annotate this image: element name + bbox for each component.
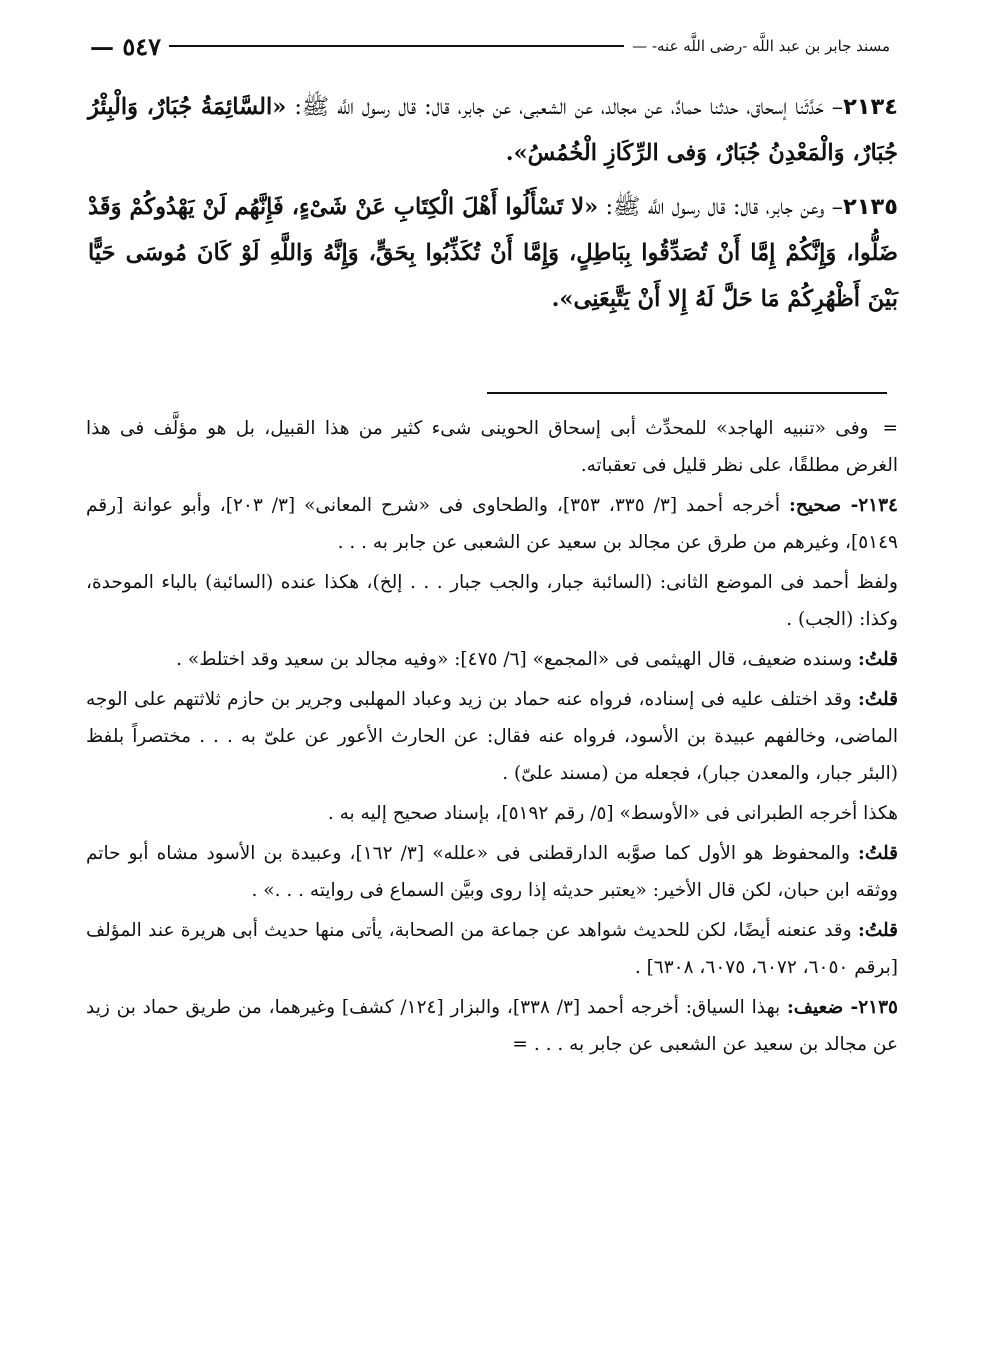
continuation-marker: =	[512, 1034, 528, 1055]
footnote-paragraph	[86, 795, 898, 832]
page-number: — ٥٤٧	[90, 31, 162, 61]
footnote-text: والمحفوظ هو الأول كما صوَّبه الدارقطنى فى «علله» [٣/ ١٦٢]، وعبيدة بن الأسود مشاه أبو حاتم ووثقه ابن حبان، لكن قال الأخير: «يعتبر حديثه إذا روى وبيَّن السماع فى روايته . . .» .	[86, 843, 898, 901]
qultu-label: قلتُ:	[858, 649, 898, 670]
qultu-label: قلتُ:	[858, 920, 898, 941]
footnote-paragraph	[86, 681, 898, 792]
hadith-isnad: – حَدَّثَنا إسحاق، حدثنا حمادٌ، عن مجالد، عن الشعبى، عن جابر، قال: قال رسول اللَّه ﷺ:	[294, 94, 844, 120]
footnote-text: هكذا أخرجه الطبرانى فى «الأوسط» [٥/ رقم ٥١٩٢]، بإسناد صحيح إليه به .	[327, 803, 898, 824]
running-title: مسند جابر بن عبد اللَّه -رضى اللَّه عنه- —	[632, 37, 890, 55]
hadith-matn: «لا تَسْأَلُوا أَهْلَ الْكِتَابِ عَنْ شَىْءٍ، فَإِنَّهُم لَنْ يَهْدُوكُمْ وَقَدْ ضَلُّوا، وَإِنَّكُمْ إِمَّا أَنْ تُصَدِّقُوا بِبَاطِلٍ، وَإِمَّا أَنْ تُكَذِّبُوا بِحَقٍّ، وَإِنَّهُ وَاللَّهِ لَوْ كَانَ مُوسَى حَيًّا بَيْنَ أَظْهُرِكُمْ مَا حَلَّ لَهُ إِلا أَنْ يَتَّبِعَنِى».	[88, 194, 898, 312]
footnote-paragraph	[86, 564, 898, 638]
footnote-text: وسنده ضعيف، قال الهيثمى فى «المجمع» [٦/ ٤٧٥]: «وفيه مجالد بن سعيد وقد اختلط» .	[176, 649, 853, 670]
hadith-text	[88, 84, 898, 330]
hadith-2134	[88, 84, 898, 176]
header-rule	[169, 45, 624, 47]
footnote-text: ولفظ أحمد فى الموضع الثانى: (السائبة جبار، والجب جبار . . . إلخ)، هكذا عنده (السائبة) بالباء الموحدة، وكذا: (الجب) .	[86, 572, 898, 630]
footnote-continuation	[86, 410, 898, 484]
footnote-heading: ٢١٣٤- صحيح:	[789, 495, 898, 516]
hadith-isnad: – وعن جابر، قال: قال رسول اللَّه ﷺ:	[605, 194, 844, 220]
footnote-paragraph	[86, 912, 898, 986]
footnote-text: وقد اختلف عليه فى إسناده، فرواه عنه حماد بن زيد وعباد المهلبى وجرير بن حازم ثلاثتهم على الوجه الماضى، وخالفهم عبيدة بن الأسود، فرواه عنه فقال: عن الحارث الأعور عن علىّ به . . . مختصراً بلفظ (البئر جبار، والمعدن جبار)، فجعله من (مسند علىّ) .	[86, 689, 898, 784]
footnote-text: وفى «تنبيه الهاجد» للمحدِّث أبى إسحاق الحوينى شىء كثير من هذا القبيل، بل هو مؤلَّف فى هذا الغرض مطلقًا، على نظر قليل فى تعقباته.	[86, 418, 898, 476]
qultu-label: قلتُ:	[858, 689, 898, 710]
footnote-paragraph	[86, 835, 898, 909]
hadith-number: ٢١٣٥	[843, 194, 898, 220]
footnote-heading: ٢١٣٥- ضعيف:	[786, 997, 898, 1018]
footnote-paragraph	[86, 641, 898, 678]
footnote-2134	[86, 487, 898, 561]
running-header	[90, 28, 890, 64]
qultu-label: قلتُ:	[858, 843, 898, 864]
footnote-text: بهذا السياق: أخرجه أحمد [٣/ ٣٣٨]، والبزار [١٢٤/ كشف] وغيرهما، من طريق حماد بن زيد عن مجالد بن سعيد عن الشعبى عن جابر به . . .	[86, 997, 898, 1055]
continuation-marker: =	[882, 418, 898, 439]
footnote-text: أخرجه أحمد [٣/ ٣٣٥، ٣٥٣]، والطحاوى فى «شرح المعانى» [٣/ ٢٠٣]، وأبو عوانة [رقم ٥١٤٩]، وغيرهم من طرق عن مجالد بن سعيد عن الشعبى عن جابر به . . .	[86, 495, 898, 553]
footnote-separator	[487, 392, 887, 394]
hadith-number: ٢١٣٤	[843, 94, 898, 120]
hadith-matn: «السَّائِمَةُ جُبَارٌ، وَالْبِئْرُ جُبَارٌ، وَالْمَعْدِنُ جُبَارٌ، وَفى الرِّكَازِ الْخُمُسُ».	[88, 94, 898, 166]
footnotes	[86, 410, 898, 1066]
hadith-2135	[88, 184, 898, 322]
footnote-2135	[86, 989, 898, 1063]
footnote-text: وقد عنعنه أيضًا، لكن للحديث شواهد عن جماعة من الصحابة، يأتى منها حديث أبى هريرة عند المؤلف [برقم ٦٠٥٠، ٦٠٧٢، ٦٠٧٥، ٦٣٠٨] .	[86, 920, 898, 978]
